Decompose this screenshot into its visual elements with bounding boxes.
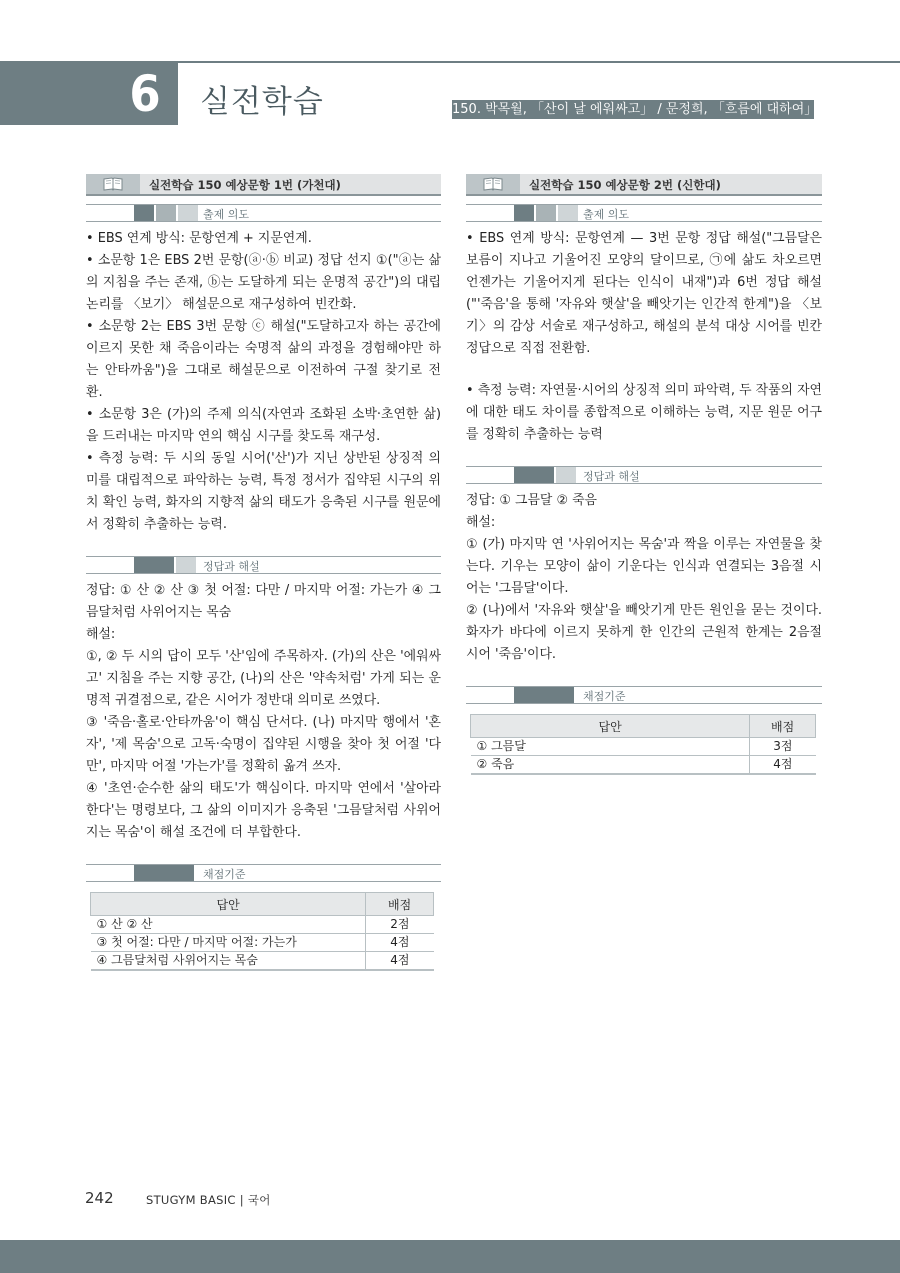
table-row — [91, 916, 434, 934]
marker-square — [514, 687, 574, 703]
book-tab — [466, 174, 520, 194]
score-table — [90, 892, 434, 971]
points-cell: 4점 — [366, 952, 434, 971]
marker-square — [134, 557, 174, 573]
marker-square — [514, 467, 554, 483]
answer-text — [466, 490, 822, 666]
points-cell: 4점 — [750, 756, 816, 775]
answer-text — [86, 580, 441, 844]
footer-band — [0, 1240, 900, 1273]
paragraph: • 측정 능력: 자연물·시어의 상징적 의미 파악력, 두 작품의 자연에 대한 태도 차이를 종합적으로 이해하는 능력, 지문 원문 어구를 정확히 추출하는 능력 — [466, 383, 822, 442]
column-header: 답안 — [91, 893, 366, 916]
marker-square — [556, 467, 576, 483]
paragraph: 정답: ① 그믐달 ② 죽음 — [466, 493, 598, 508]
paragraph: • 소문항 1은 EBS 2번 문항(ⓐ·ⓑ 비교) 정답 선지 ①("ⓐ는 삶의 지침을 주는 존재, ⓑ는 도달하게 되는 운명적 공간")의 대립 논리를 〈보기〉 해설문으로 재구성하여 빈칸화. — [86, 253, 441, 312]
table-row — [91, 934, 434, 952]
intent-label: 출제 의도 — [583, 208, 630, 221]
answer-header — [86, 556, 441, 574]
marker-square — [178, 205, 198, 221]
answer-cell: ③ 첫 어절: 다만 / 마지막 어절: 가는가 — [91, 934, 366, 952]
points-cell: 2점 — [366, 916, 434, 934]
card-title: 실전학습 150 예상문항 1번 (가천대) — [149, 178, 341, 192]
column-header: 답안 — [471, 715, 750, 738]
page-number: 242 — [85, 1189, 114, 1207]
card-title: 실전학습 150 예상문항 2번 (신한대) — [529, 178, 721, 192]
marker-square — [156, 205, 176, 221]
marker-square — [134, 865, 194, 881]
card-header — [86, 174, 441, 196]
paragraph: • 측정 능력: 두 시의 동일 시어('산')가 지닌 상반된 상징적 의미를 대립적으로 파악하는 능력, 특정 정서가 집약된 시구의 위치 확인 능력, 화자의 지향적 삶의 태도가 응축된 시구를 원문에서 정확히 추출하는 능력. — [86, 451, 441, 532]
score-table — [470, 714, 816, 775]
answer-label: 정답과 해설 — [583, 470, 640, 483]
intent-text — [466, 228, 822, 446]
paragraph: 해설: — [466, 515, 496, 530]
marker-square — [134, 205, 154, 221]
table-row — [471, 756, 816, 775]
paragraph: 해설: — [86, 627, 116, 642]
paragraph: • 소문항 3은 (가)의 주제 의식(자연과 조화된 소박·초연한 삶)을 드러내는 마지막 연의 핵심 시구를 찾도록 재구성. — [86, 407, 441, 444]
marker-square — [176, 557, 196, 573]
score-header — [466, 686, 822, 704]
book-tab — [86, 174, 140, 194]
card-header — [466, 174, 822, 196]
chapter-number: 6 — [129, 65, 161, 123]
paragraph: • 소문항 2는 EBS 3번 문항 ⓒ 해설("도달하고자 하는 공간에 이르지 못한 채 죽음이라는 숙명적 삶의 과정을 경험해야만 하는 안타까움")을 그대로 해설문으로 이전하여 구절 찾기로 전환. — [86, 319, 441, 400]
column-header: 배점 — [366, 893, 434, 916]
paragraph: ② (나)에서 '자유와 햇살'을 빼앗기게 만든 원인을 묻는 것이다. 화자가 바다에 이르지 못하게 한 인간의 근원적 한계는 2음절 시어 '죽음'이다. — [466, 603, 822, 662]
section-title: 실전학습 — [200, 84, 324, 120]
intent-header — [466, 204, 822, 222]
score-label: 채점기준 — [583, 690, 626, 703]
intent-label: 출제 의도 — [203, 208, 250, 221]
intent-text — [86, 228, 441, 536]
marker-square — [514, 205, 534, 221]
paragraph: ④ '초연·순수한 삶의 태도'가 핵심이다. 마지막 연에서 '살아라 한다'는 명령보다, 그 삶의 이미지가 응축된 '그믐달처럼 사위어지는 목숨'이 해설 조건에 더 부합한다. — [86, 781, 441, 840]
answer-cell: ② 죽음 — [471, 756, 750, 775]
score-label: 채점기준 — [203, 868, 246, 881]
paragraph: ① (가) 마지막 연 '사위어지는 목숨'과 짝을 이루는 자연물을 찾는다. 기우는 모양이 삶이 기운다는 인식과 연결되는 3음절 시어는 '그믐달'이다. — [466, 537, 822, 596]
paragraph: • EBS 연계 방식: 문항연계 — 3번 문항 정답 해설("그믐달은 보름이 지나고 기울어진 모양의 달이므로, ㉠에 삶도 차오르면 언젠가는 기울어지게 된다는 인식이 내재")과 6번 정답 해설("'죽음'을 통해 '자유와 햇살'을 빼앗기는 인간적 한계")을 〈보기〉의 감상 서술로 재구성하고, 해설의 분석 대상 시어를 빈칸 정답으로 직접 전환함. — [466, 231, 822, 356]
book-icon — [103, 177, 123, 191]
answer-cell: ④ 그믐달처럼 사위어지는 목숨 — [91, 952, 366, 971]
marker-square — [558, 205, 578, 221]
answer-label: 정답과 해설 — [203, 560, 260, 573]
paragraph: ①, ② 두 시의 답이 모두 '산'임에 주목하자. (가)의 산은 '에워싸고' 지침을 주는 지향 공간, (나)의 산은 '약속처럼' 가게 되는 운명적 귀결점으로, 같은 시어가 정반대 의미로 쓰였다. — [86, 649, 441, 708]
table-header-row — [91, 893, 434, 916]
points-cell: 4점 — [366, 934, 434, 952]
paragraph: • EBS 연계 방식: 문항연계 + 지문연계. — [86, 231, 312, 246]
right-column — [466, 174, 822, 775]
table-header-row — [471, 715, 816, 738]
answer-cell: ① 산 ② 산 — [91, 916, 366, 934]
left-column — [86, 174, 441, 971]
topic-title: 150. 박목월, 「산이 날 에워싸고」 / 문정희, 「흐름에 대하여」 — [452, 102, 818, 117]
answer-header — [466, 466, 822, 484]
footer-brand: STUGYM BASIC | 국어 — [146, 1193, 271, 1207]
column-header: 배점 — [750, 715, 816, 738]
answer-cell: ① 그믐달 — [471, 738, 750, 756]
points-cell: 3점 — [750, 738, 816, 756]
intent-header — [86, 204, 441, 222]
table-row — [91, 952, 434, 971]
book-icon — [483, 177, 503, 191]
paragraph: ③ '죽음·홀로·안타까움'이 핵심 단서다. (나) 마지막 행에서 '혼자', '제 목숨'으로 고독·숙명이 집약된 시행을 찾아 첫 어절 '다만', 마지막 어절 '가는가'를 정확히 옮겨 쓰자. — [86, 715, 441, 774]
table-row — [471, 738, 816, 756]
score-header — [86, 864, 441, 882]
paragraph: 정답: ① 산 ② 산 ③ 첫 어절: 다만 / 마지막 어절: 가는가 ④ 그믐달처럼 사위어지는 목숨 — [86, 583, 441, 620]
marker-square — [536, 205, 556, 221]
